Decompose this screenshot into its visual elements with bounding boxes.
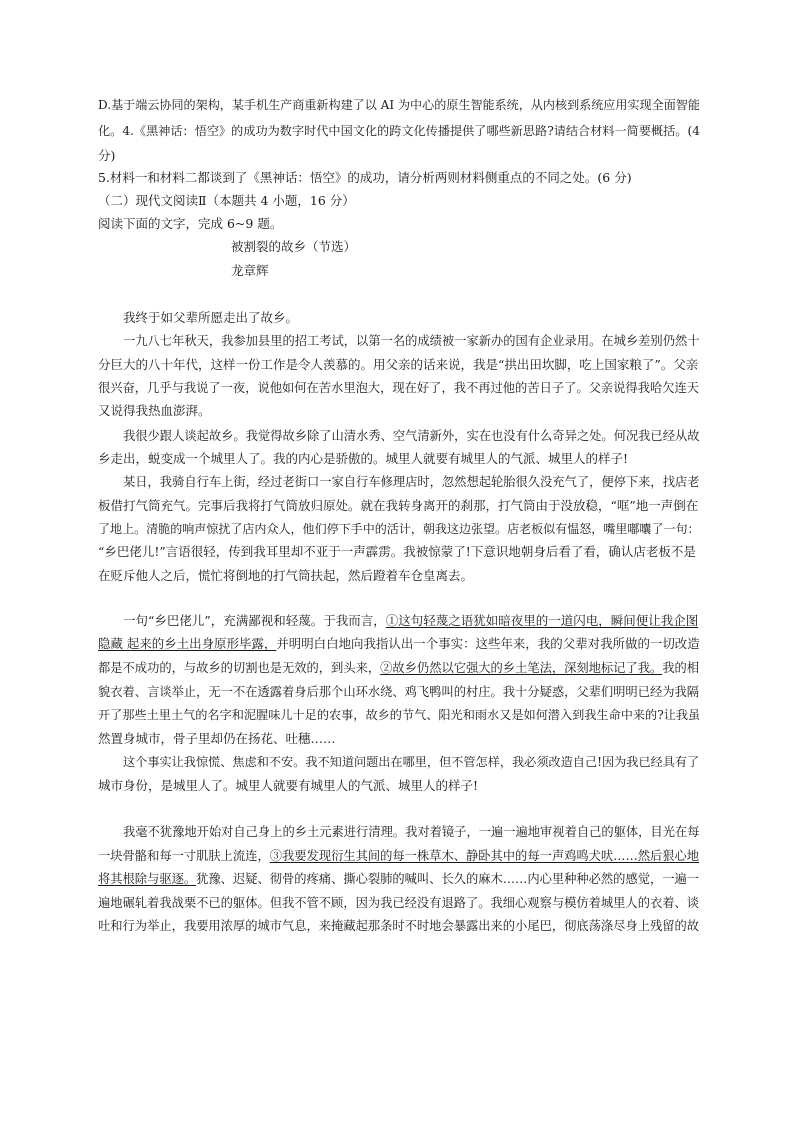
question-4-line: 化。4.《黑神话：悟空》的成功为数字时代中国文化的跨文化传播提供了哪些新思路?请结合材料一简要概括。(4 (98, 124, 700, 138)
paragraph-4-line5: 在贬斥他人之后，慌忙将倒地的打气筒扶起，然后蹬着车仓皇离去。 (98, 568, 474, 583)
question-option-d-line1: D.基于端云协同的架构，某手机生产商重新构建了以 AI 为中心的原生智能系统，从内核到系统应用实现全面智能 (98, 98, 700, 112)
paragraph-2-line2: 分巨大的八十年代，这样一份工作是令人羡慕的。用父亲的话来说，我是“拱出田坎脚，吃上国家粮了”。父亲 (98, 357, 699, 372)
paragraph-5-line6: 然置身城市，骨子里却仍在扬花、吐穗…… (98, 731, 336, 746)
underlined-sentence-3: ③我要发现衍生其间的每一株草木、静卧其中的每一声鸡鸣犬吠……然后狠心地 (269, 849, 700, 863)
paragraph-2-line1: 一九八七年秋天，我参加县里的招工考试，以第一名的成绩被一家新办的国有企业录用。在城乡差别仍然十 (123, 334, 700, 348)
paragraph-1: 我终于如父辈所愿走出了故乡。 (123, 310, 299, 325)
paragraph-4-line1: 某日，我骑自行车上街，经过老街口一家自行车修理店时，忽然想起轮胎很久没充气了，便停下来，找店老 (123, 475, 700, 489)
paragraph-2-line3: 很兴奋，几乎与我说了一夜，说他如何在苦水里泡大，现在好了，我不再过他的苦日子了。父亲说得我哈欠连天 (98, 381, 700, 395)
passage-title: 被割裂的故乡（节选） (231, 239, 357, 254)
underlined-sentence-1-end: 隐藏 起来的乡土出身原形毕露， (98, 636, 277, 651)
section-heading: （二）现代文阅读Ⅱ（本题共 4 小题，16 分） (98, 193, 355, 208)
paragraph-3-line2: 乡走出，蜕变成一个城里人了。我的内心是骄傲的。城里人就要有城里人的气派、城里人的样子! (98, 451, 629, 466)
underlined-sentence-2: ②故乡仍然以它强大的乡土笔法，深刻地标记了我。 (380, 661, 663, 675)
paragraph-6-line1: 这个事实让我惊慌、焦虑和不安。我不知道问题出在哪里，但不管怎样，我必须改造自己!因为我已经具有了 (123, 755, 700, 769)
paragraph-7-text: 一块骨骼和每一寸肌肤上流连， (98, 849, 270, 863)
paragraph-4-line4: “乡巴佬儿!”言语很轻，传到我耳里却不亚于一声霹雳。我被惊蒙了!下意识地朝身后看了看，确认店老板不是 (98, 544, 696, 559)
paragraph-2-line4: 又说得我热血澎湃。 (98, 403, 211, 418)
paragraph-5-line3 (98, 659, 699, 677)
paragraph-7-line5: 吐和行为举止，我要用浓厚的城市气息，来掩藏起那条时不时地会暴露出来的小尾巴，彻底荡涤尽身上残留的故 (98, 919, 700, 933)
question-5: 5.材料一和材料二都谈到了《黑神话：悟空》的成功，请分析两则材料侧重点的不同之处。(6 分) (98, 170, 632, 185)
paragraph-7-line1: 我毫不犹豫地开始对自己身上的乡土元素进行清理。我对着镜子，一遍一遍地审视着自己的躯体，目光在每 (123, 825, 700, 839)
paragraph-7-line4: 遍地碾轧着我战栗不已的躯体。但我不管不顾，因为我已经没有退路了。我细心观察与模仿着城里人的衣着、谈 (98, 896, 700, 910)
paragraph-5-line2 (98, 635, 700, 653)
paragraph-5-line4: 貌衣着、言谈举止，无一不在透露着身后那个山环水绕、鸡飞鸭叫的村庄。我十分疑惑，父辈们明明已经为我隔 (98, 685, 700, 699)
paragraph-5-text: 我的相 (662, 661, 700, 675)
underlined-sentence-1: ①这句轻蔑之语犹如暗夜里的一道闪电，瞬间便让我企图 (385, 613, 699, 628)
paragraph-5-text: 并明明白白地向我指认出一个事实：这些年来，我的父辈对我所做的一切改造 (276, 636, 700, 651)
paragraph-7-line3 (98, 870, 699, 888)
paragraph-7-text: 犹豫、迟疑、彻骨的疼痛、撕心裂肺的喊叫、长久的麻木……内心里种种必然的感觉，一遍一 (196, 872, 700, 886)
paragraph-5-line5: 开了那些土里土气的名字和泥腥味儿十足的农事，故乡的节气、阳光和雨水又是如何潜入到我生命中来的?让我虽 (98, 708, 701, 722)
paragraph-5-line1 (123, 612, 698, 630)
paragraph-4-line3: 了地上。清脆的响声惊扰了店内众人，他们停下手中的活计，朝我这边张望。店老板似有愠怒，嘴里嘟囔了一句： (98, 522, 700, 536)
underlined-sentence-3-end: 将其根除与驱逐。 (98, 872, 197, 886)
paragraph-7-line2 (98, 847, 699, 865)
reading-instruction: 阅读下面的文字，完成 6~9 题。 (98, 216, 283, 231)
paragraph-5-text: 都是不成功的，与故乡的切割也是无效的，到头来， (98, 661, 381, 675)
paragraph-6-line2: 城市身份，是城里人了。城里人就要有城里人的气派、城里人的样子! (98, 778, 479, 793)
question-4-score: 分) (98, 148, 116, 163)
paragraph-3-line1: 我很少跟人谈起故乡。我觉得故乡除了山清水秀、空气清新外，实在也没有什么奇异之处。何况我已经从故 (123, 429, 700, 443)
passage-author: 龙章辉 (231, 263, 269, 278)
paragraph-4-line2: 板借打气筒充气。完事后我将打气筒放归原处。就在我转身离开的刹那，打气筒由于没放稳，“哐”地一声倒在 (98, 498, 699, 513)
paragraph-5-text: 一句“乡巴佬儿”，充满鄙视和轻蔑。于我而言， (123, 613, 386, 628)
